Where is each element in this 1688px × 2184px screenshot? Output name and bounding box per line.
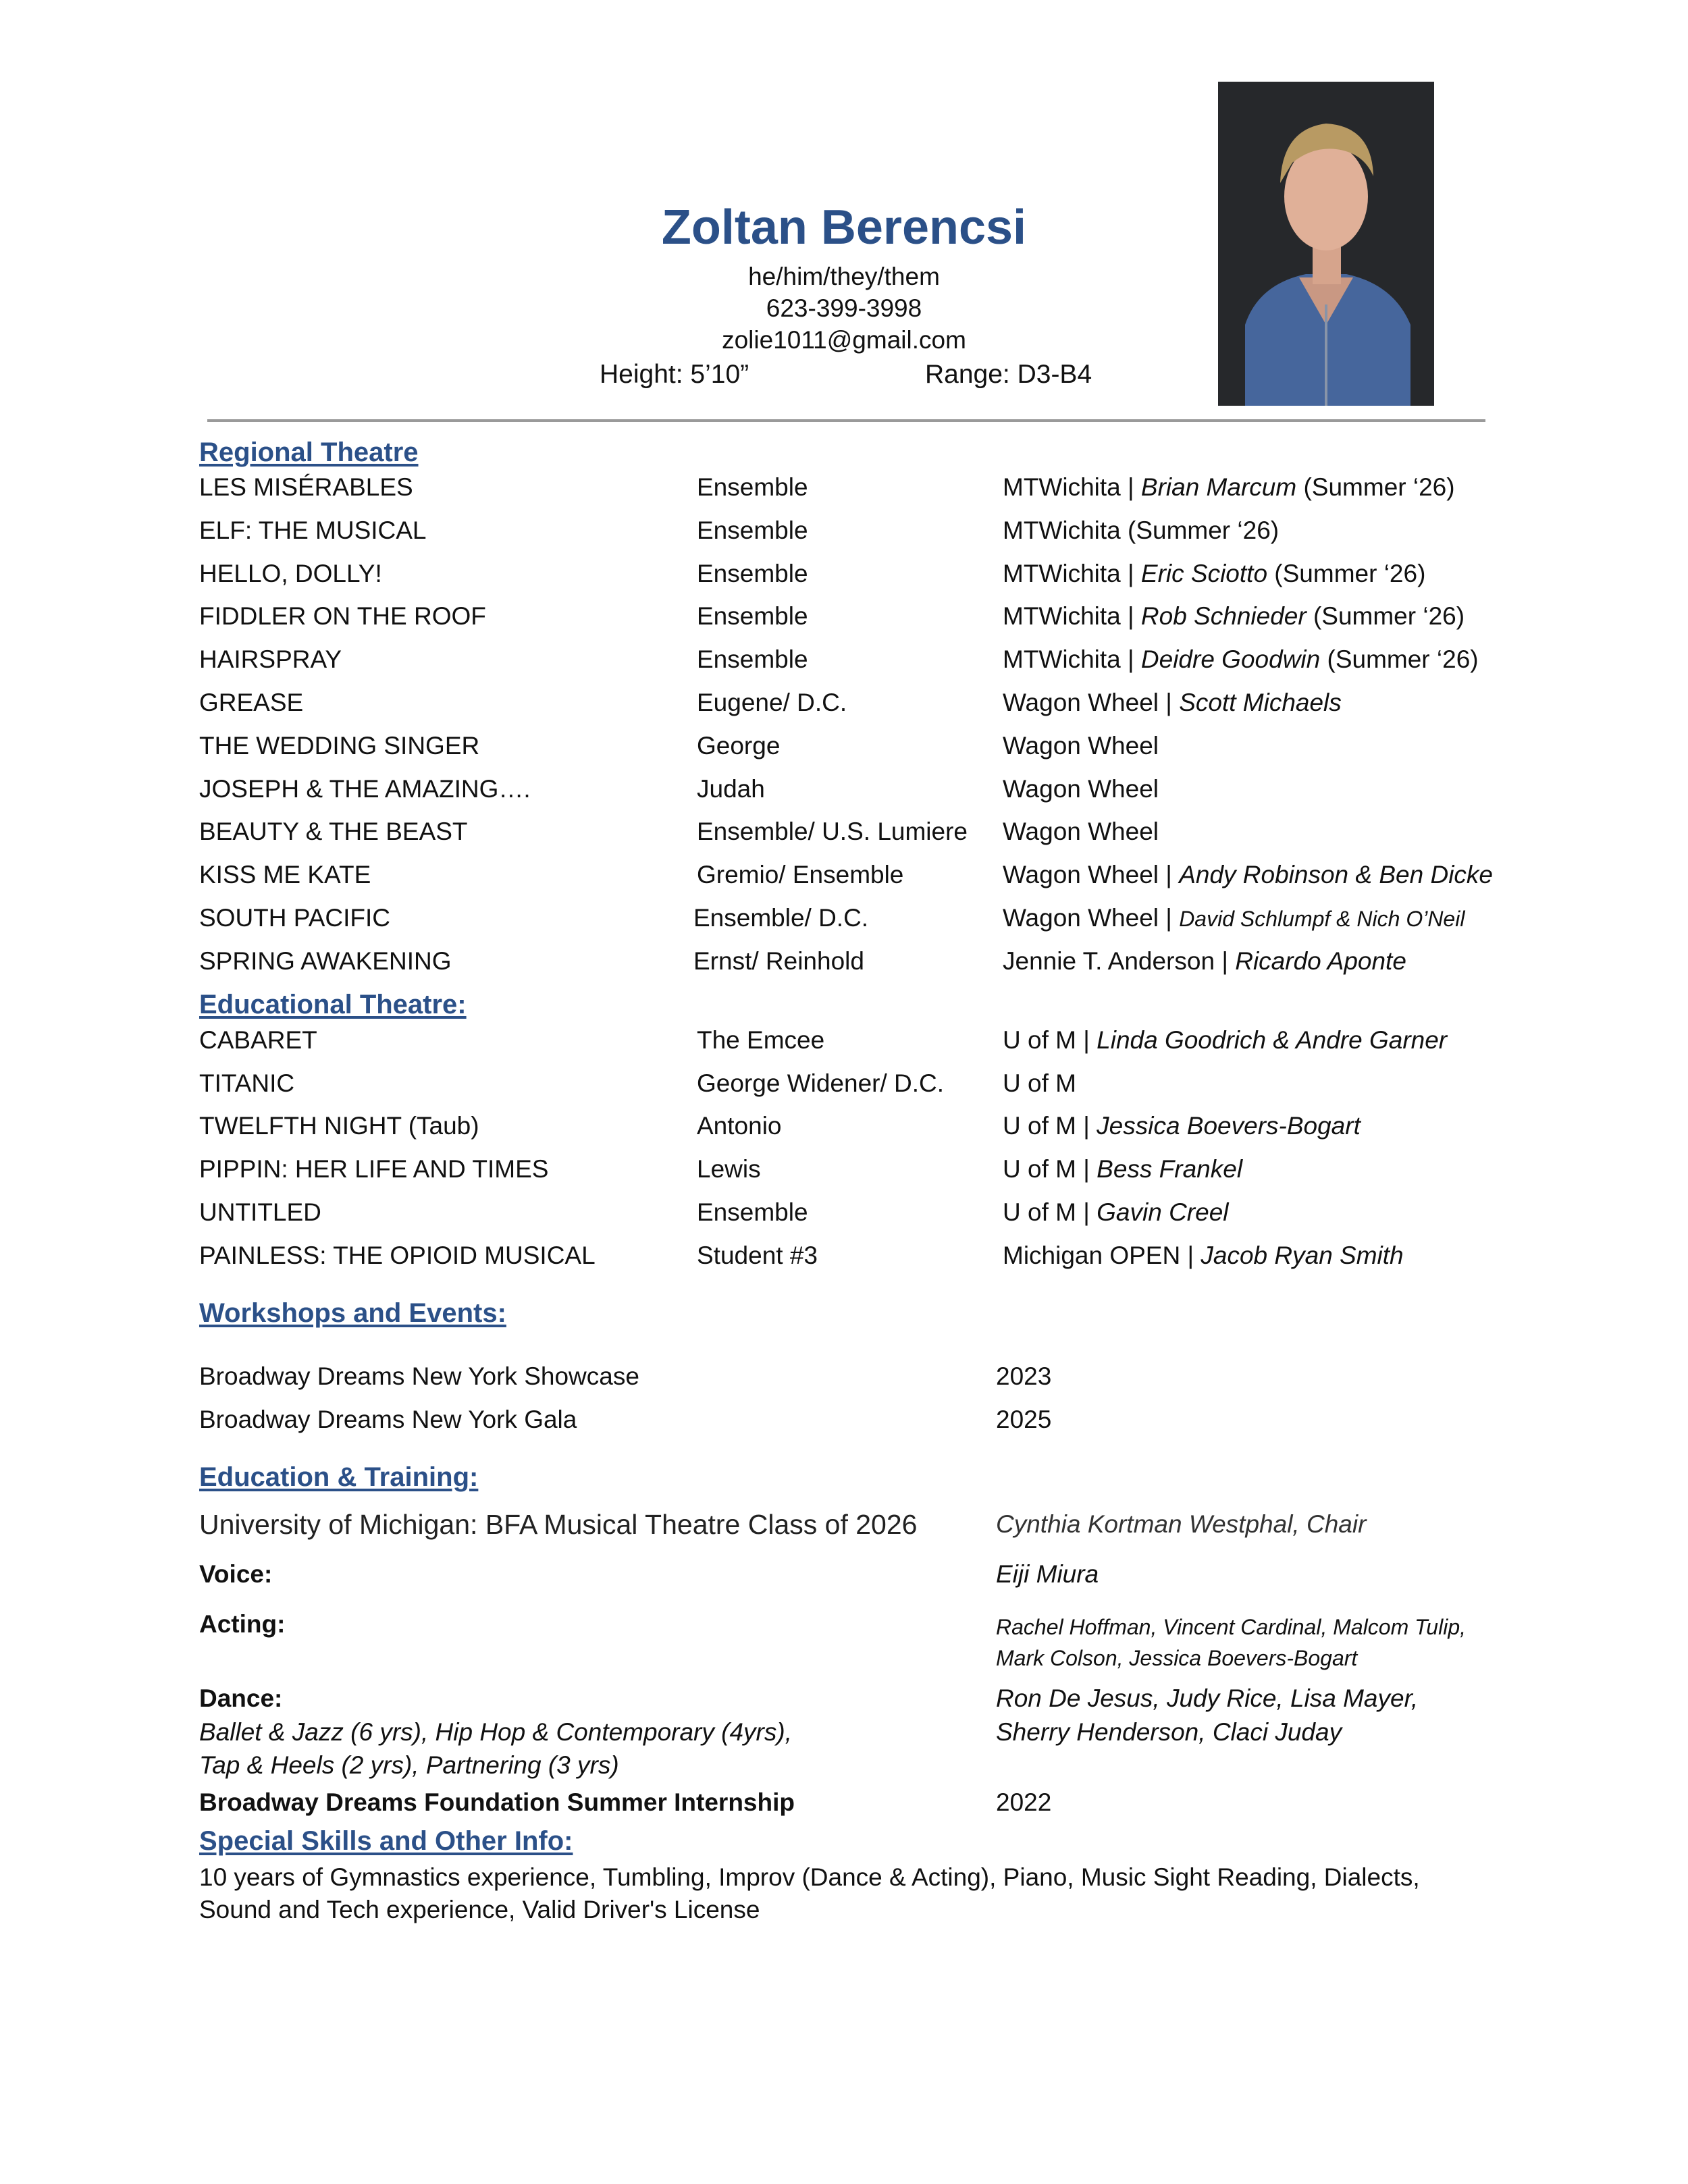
venue: MTWichita | (1003, 473, 1141, 501)
show-title: THE WEDDING SINGER (199, 732, 480, 760)
show-title: GREASE (199, 689, 304, 716)
venue-credit (1003, 472, 1455, 503)
venue: U of M (1003, 1069, 1076, 1097)
table-row (0, 1111, 1688, 1151)
director: Rob Schnieder (1140, 602, 1307, 630)
director: Deidre Goodwin (1140, 645, 1321, 673)
show-title: SOUTH PACIFIC (199, 904, 390, 932)
show-title: KISS ME KATE (199, 861, 371, 888)
show-title: HELLO, DOLLY! (199, 560, 382, 587)
table-row (0, 1154, 1688, 1194)
table-row (0, 515, 1688, 556)
role: Gremio/ Ensemble (697, 861, 904, 888)
table-row (0, 946, 1688, 986)
role: Eugene/ D.C. (697, 689, 847, 716)
role: Ensemble (697, 473, 808, 501)
internship: Broadway Dreams Foundation Summer Internship (199, 1788, 795, 1816)
venue: Wagon Wheel | (1003, 689, 1180, 716)
role: Ensemble/ D.C. (693, 904, 869, 932)
acting-teachers-line-2: Mark Colson, Jessica Boevers-Bogart (996, 1646, 1358, 1670)
event-year: 2025 (996, 1406, 1052, 1433)
role: Student #3 (697, 1242, 818, 1269)
show-title: ELF: THE MUSICAL (199, 516, 427, 544)
role: Ensemble (697, 602, 808, 630)
dance-label: Dance: (199, 1684, 283, 1712)
director: Linda Goodrich & Andre Garner (1097, 1026, 1448, 1054)
show-title: FIDDLER ON THE ROOF (199, 602, 486, 630)
show-title: SPRING AWAKENING (199, 947, 452, 975)
venue-credit (1003, 644, 1479, 675)
show-title: TWELFTH NIGHT (Taub) (199, 1112, 479, 1140)
season-note: (Summer ‘26) (1267, 560, 1426, 587)
table-row (0, 816, 1688, 857)
email-address: zolie1011@gmail.com (722, 326, 966, 354)
table-row (0, 1240, 1688, 1281)
venue-credit (1003, 1197, 1229, 1228)
education-heading: Education & Training: (199, 1462, 479, 1492)
dance-styles-line-1: Ballet & Jazz (6 yrs), Hip Hop & Contemporary (4yrs), (199, 1718, 792, 1746)
show-title: JOSEPH & THE AMAZING…. (199, 775, 531, 803)
director: Scott Michaels (1179, 689, 1342, 716)
event-year: 2023 (996, 1362, 1052, 1390)
venue: U of M | (1003, 1026, 1097, 1054)
venue: Wagon Wheel (1003, 732, 1159, 760)
internship-year: 2022 (996, 1788, 1052, 1816)
acting-teachers (996, 1611, 1466, 1643)
table-row (0, 859, 1688, 900)
table-row (0, 1197, 1688, 1237)
director: Ricardo Aponte (1235, 947, 1406, 975)
venue: Wagon Wheel | (1003, 904, 1180, 932)
dance-teachers-line-2: Sherry Henderson, Claci Juday (996, 1718, 1342, 1746)
director: Andy Robinson & Ben Dicke (1179, 861, 1493, 888)
table-row (0, 558, 1688, 599)
director: Gavin Creel (1097, 1198, 1229, 1226)
season-note: (Summer ‘26) (1306, 602, 1465, 630)
table-row (0, 774, 1688, 814)
venue-credit (1003, 1111, 1361, 1142)
show-title: TITANIC (199, 1069, 295, 1097)
acting-label: Acting: (199, 1610, 286, 1638)
show-title: LES MISÉRABLES (199, 473, 413, 501)
venue-credit (1003, 687, 1342, 718)
skills-line-1: 10 years of Gymnastics experience, Tumbling, Improv (Dance & Acting), Piano, Music Sight Reading, Dialects, (199, 1863, 1420, 1891)
table-row (0, 903, 1688, 943)
skills-line-2: Sound and Tech experience, Valid Driver's License (199, 1896, 760, 1923)
dance-teachers-line-1: Ron De Jesus, Judy Rice, Lisa Mayer, (996, 1684, 1419, 1712)
table-row (0, 730, 1688, 771)
role: The Emcee (697, 1026, 825, 1054)
special-skills-heading: Special Skills and Other Info: (199, 1826, 573, 1856)
school-program: University of Michigan: BFA Musical Theatre Class of 2026 (199, 1509, 918, 1540)
dance-styles-line-2: Tap & Heels (2 yrs), Partnering (3 yrs) (199, 1751, 619, 1779)
workshops-heading: Workshops and Events: (199, 1298, 506, 1328)
role: Ensemble (697, 516, 808, 544)
role: Ernst/ Reinhold (693, 947, 864, 975)
table-row (0, 472, 1688, 512)
event-name: Broadway Dreams New York Showcase (199, 1362, 639, 1390)
venue-credit (1003, 1154, 1242, 1185)
role: Ensemble (697, 645, 808, 673)
venue-credit (1003, 859, 1493, 890)
venue: MTWichita (Summer ‘26) (1003, 516, 1280, 544)
applicant-name: Zoltan Berencsi (661, 201, 1027, 255)
role: George (697, 732, 781, 760)
season-note: (Summer ‘26) (1296, 473, 1455, 501)
director: David Schlumpf & Nich O’Neil (1179, 907, 1465, 931)
venue-credit (1003, 601, 1465, 632)
table-row (0, 687, 1688, 728)
venue-credit (1003, 946, 1406, 977)
venue: Wagon Wheel | (1003, 861, 1180, 888)
season-note: (Summer ‘26) (1320, 645, 1479, 673)
director: Bess Frankel (1097, 1155, 1243, 1183)
pronouns: he/him/they/them (748, 263, 940, 290)
role: Ensemble/ U.S. Lumiere (697, 818, 968, 845)
event-name: Broadway Dreams New York Gala (199, 1406, 577, 1433)
venue-credit (1003, 1240, 1404, 1271)
educational-theatre-heading: Educational Theatre: (199, 990, 467, 1019)
role: Judah (697, 775, 765, 803)
role: Antonio (697, 1112, 782, 1140)
venue: U of M | (1003, 1198, 1097, 1226)
show-title: HAIRSPRAY (199, 645, 342, 673)
venue: Wagon Wheel (1003, 775, 1159, 803)
table-row (0, 1068, 1688, 1109)
program-chair: Cynthia Kortman Westphal, Chair (996, 1510, 1367, 1538)
venue-credit (1003, 558, 1425, 589)
table-row (0, 1025, 1688, 1065)
regional-theatre-heading: Regional Theatre (199, 437, 419, 467)
director: Jacob Ryan Smith (1201, 1242, 1404, 1269)
voice-label: Voice: (199, 1560, 273, 1588)
role: George Widener/ D.C. (697, 1069, 945, 1097)
header-divider (207, 419, 1485, 422)
role: Ensemble (697, 1198, 808, 1226)
header (0, 197, 1688, 258)
venue-credit (1003, 1025, 1447, 1056)
venue: MTWichita | (1003, 645, 1141, 673)
show-title: UNTITLED (199, 1198, 321, 1226)
director: Eric Sciotto (1140, 560, 1268, 587)
venue: Jennie T. Anderson | (1003, 947, 1236, 975)
acting-teacher-first: Rachel Hoffman (996, 1615, 1151, 1639)
director: Brian Marcum (1140, 473, 1297, 501)
list-item (0, 1361, 1688, 1402)
venue: Wagon Wheel (1003, 818, 1159, 845)
show-title: CABARET (199, 1026, 317, 1054)
voice-teacher: Eiji Miura (996, 1560, 1099, 1588)
show-title: BEAUTY & THE BEAST (199, 818, 468, 845)
table-row (0, 601, 1688, 641)
list-item (0, 1404, 1688, 1445)
director: Jessica Boevers-Bogart (1097, 1112, 1361, 1140)
height: Height: 5’10” (600, 360, 749, 389)
show-title: PAINLESS: THE OPIOID MUSICAL (199, 1242, 596, 1269)
venue: MTWichita | (1003, 602, 1141, 630)
vocal-range: Range: D3-B4 (925, 360, 1092, 389)
acting-teachers-rest: , Vincent Cardinal, Malcom Tulip, (1151, 1615, 1466, 1639)
venue: MTWichita | (1003, 560, 1141, 587)
venue: U of M | (1003, 1112, 1097, 1140)
show-title: PIPPIN: HER LIFE AND TIMES (199, 1155, 549, 1183)
venue: Michigan OPEN | (1003, 1242, 1201, 1269)
table-row (0, 644, 1688, 685)
role: Ensemble (697, 560, 808, 587)
venue-credit (1003, 903, 1465, 934)
venue: U of M | (1003, 1155, 1097, 1183)
phone-number: 623-399-3998 (766, 294, 922, 322)
role: Lewis (697, 1155, 761, 1183)
